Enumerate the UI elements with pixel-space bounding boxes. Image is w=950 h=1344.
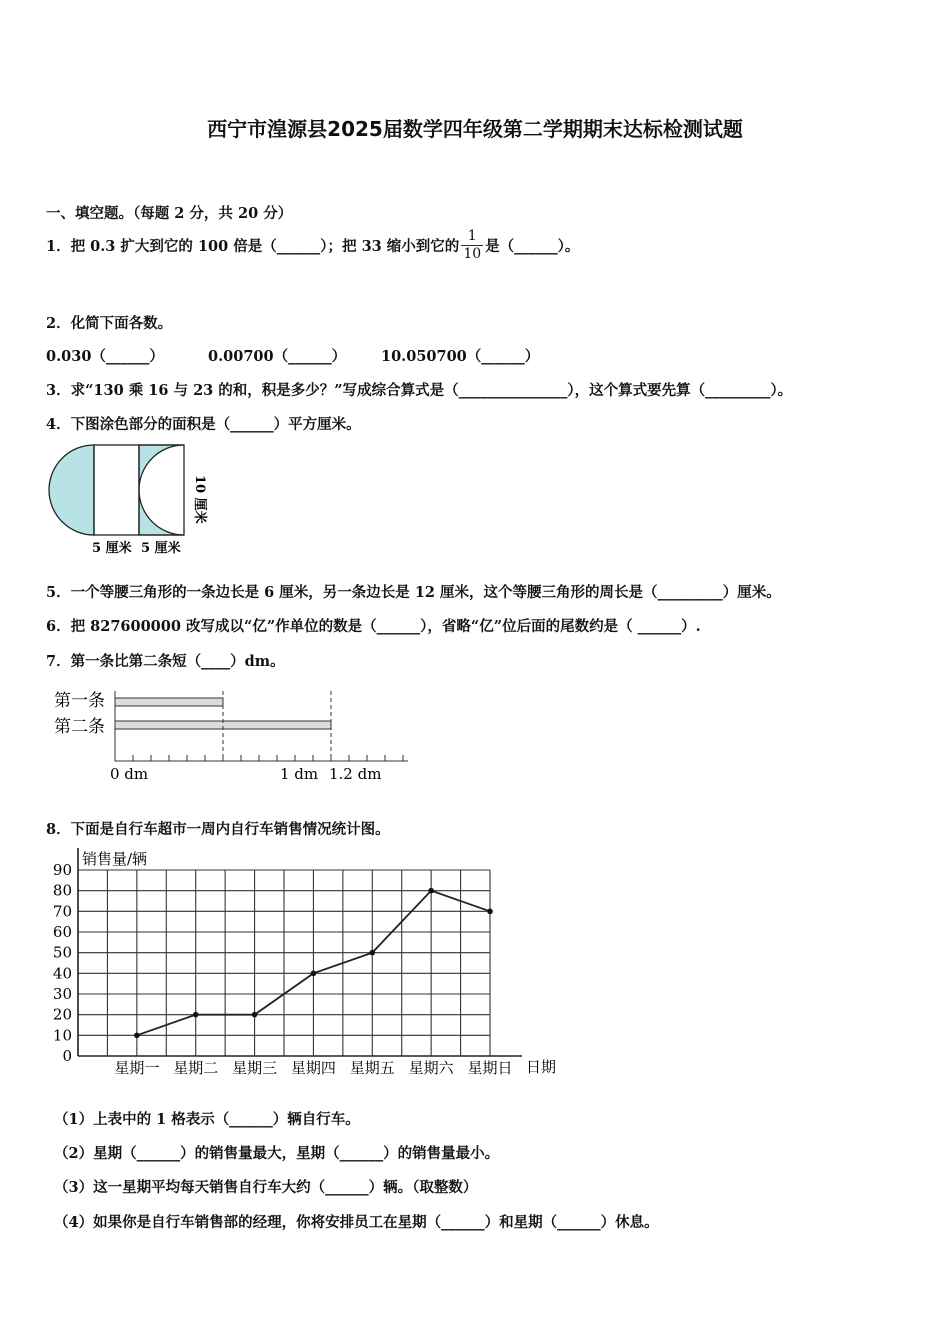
q4-label-height: 10 厘米 — [192, 475, 207, 524]
chart-x-tick-label: 星期四 — [290, 1059, 336, 1077]
q7-bar-1 — [115, 698, 223, 706]
section-heading: 一、填空题。（每题 2 分，共 20 分） — [46, 205, 293, 222]
chart-x-tick-label: 星期日 — [467, 1059, 513, 1077]
q4-left-semicircle — [49, 445, 94, 535]
chart-x-tick-label: 星期六 — [408, 1059, 454, 1077]
question-2-stem: 2．化简下面各数。 — [46, 315, 173, 332]
q8-sub-1: （1）上表中的 1 格表示（______）辆自行车。 — [54, 1111, 360, 1128]
q8-sub-3: （3）这一星期平均每天销售自行车大约（______）辆。（取整数） — [54, 1179, 478, 1196]
chart-x-tick-label: 星期三 — [232, 1059, 278, 1077]
chart-y-tick-label: 60 — [52, 923, 72, 941]
q1-fraction-numerator: 1 — [461, 228, 483, 246]
q1-text-2: 是（______）。 — [485, 238, 580, 255]
chart-data-point — [487, 909, 493, 915]
chart-y-tick-label: 0 — [62, 1047, 72, 1065]
sales-line-chart — [44, 842, 574, 1082]
chart-data-point — [252, 1012, 258, 1018]
chart-y-tick-label: 70 — [52, 902, 72, 921]
q7-tick-1: 1 dm — [280, 765, 319, 783]
q2-item-3: 10.050700（______） — [381, 348, 540, 365]
q1-text-1: 1．把 0.3 扩大到它的 100 倍是（______）；把 33 缩小到它的 — [46, 238, 460, 255]
q7-tick-0: 0 dm — [110, 765, 149, 783]
question-1 — [46, 228, 579, 263]
chart-data-point — [193, 1012, 199, 1018]
question-4: 4．下图涂色部分的面积是（______）平方厘米。 — [46, 416, 361, 433]
chart-data-point — [134, 1033, 140, 1039]
q7-tick-2: 1.2 dm — [329, 765, 382, 783]
chart-y-tick-label: 10 — [52, 1026, 72, 1045]
chart-y-ticks — [53, 861, 72, 1065]
chart-data-point — [428, 888, 434, 894]
chart-y-tick-label: 40 — [52, 964, 72, 983]
question-5: 5．一个等腰三角形的一条边长是 6 厘米，另一条边长是 12 厘米，这个等腰三角形的周长是（_________）厘米。 — [46, 584, 781, 601]
chart-y-axis-label: 销售量/辆 — [82, 850, 148, 868]
question-8: 8．下面是自行车超市一周内自行车销售情况统计图。 — [46, 821, 390, 838]
q4-label-width-1: 5 厘米 — [92, 541, 132, 556]
chart-x-axis-label: 日期 — [526, 1058, 557, 1076]
q4-figure — [44, 440, 214, 560]
chart-y-tick-label: 20 — [52, 1005, 72, 1024]
q7-bar2-label: 第二条 — [54, 717, 105, 737]
chart-data-point — [369, 950, 375, 956]
q1-fraction — [461, 228, 483, 263]
chart-y-tick-label: 80 — [52, 881, 72, 900]
q1-fraction-denominator: 10 — [463, 246, 482, 262]
chart-y-tick-label: 50 — [52, 943, 72, 962]
q7-bar1-label: 第一条 — [54, 691, 105, 711]
chart-x-tick-label: 星期五 — [349, 1059, 395, 1077]
chart-x-ticks — [114, 1059, 512, 1077]
q8-sub-4: （4）如果你是自行车销售部的经理，你将安排员工在星期（______）和星期（______）休息。 — [54, 1214, 659, 1231]
chart-y-tick-label: 90 — [52, 861, 72, 879]
page-title: 西宁市湟源县2025届数学四年级第二学期期末达标检测试题 — [207, 117, 743, 141]
chart-grid — [78, 848, 522, 1056]
question-3: 3．求“130 乘 16 与 23 的和，积是多少？”写成综合算式是（_______________），这个算式要先算（_________）。 — [46, 382, 793, 399]
question-7: 7．第一条比第二条短（____）dm。 — [46, 653, 285, 670]
chart-data-point — [311, 971, 317, 977]
q2-item-2: 0.00700（______） — [208, 348, 347, 365]
q4-label-width-2: 5 厘米 — [141, 541, 181, 556]
q7-ticks — [115, 755, 403, 761]
q8-sub-2: （2）星期（______）的销售量最大，星期（______）的销售量最小。 — [54, 1145, 500, 1162]
q2-item-1: 0.030（______） — [46, 348, 164, 365]
question-6: 6．把 827600000 改写成以“亿”作单位的数是（______），省略“亿”位后面的尾数约是（ ______）. — [46, 618, 701, 635]
q7-figure — [48, 686, 418, 786]
q4-right-shaded-region — [139, 445, 184, 535]
chart-x-tick-label: 星期一 — [114, 1059, 160, 1077]
chart-x-tick-label: 星期二 — [173, 1059, 219, 1077]
chart-y-tick-label: 30 — [52, 985, 72, 1003]
